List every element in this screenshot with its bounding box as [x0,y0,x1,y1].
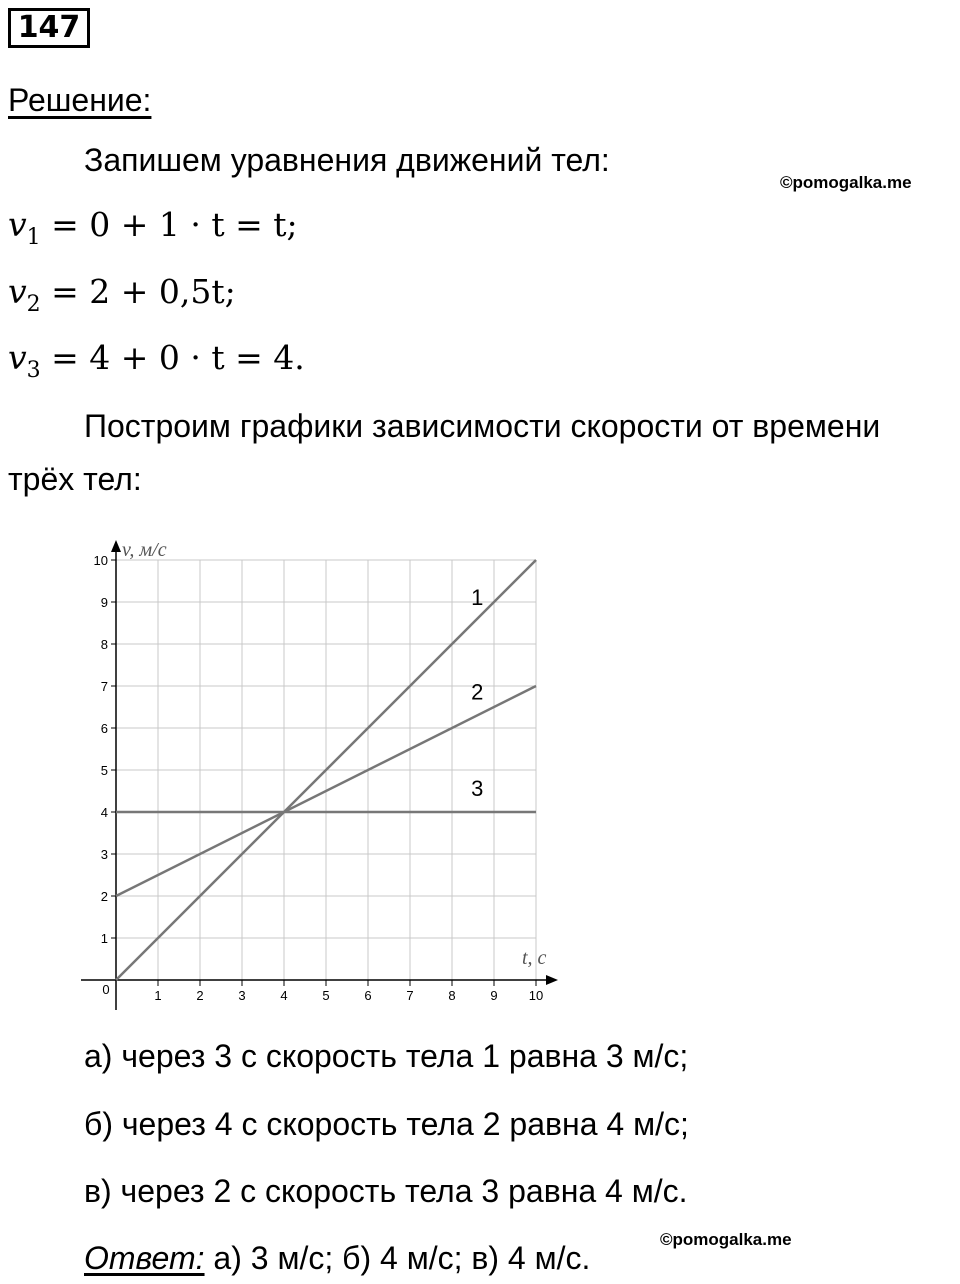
equation-1: $v_1 = 0 + 1 \cdot t = t$; [8,205,298,250]
answer-a: а) через 3 с скорость тела 1 равна 3 м/с; [84,1038,689,1074]
y-axis-arrow [111,540,121,552]
x-axis-arrow [546,975,558,985]
y-tick-label: 1 [100,931,108,946]
y-tick-label: 9 [100,595,108,610]
y-tick-label: 6 [100,721,108,736]
y-axis-label: v, м/с [122,539,167,561]
y-tick-label: 5 [100,763,108,778]
series-label-1: 1 [471,584,484,610]
final-answer-label: Ответ: [84,1240,205,1276]
x-tick-label: 1 [154,988,162,1003]
answer-b: б) через 4 с скорость тела 2 равна 4 м/с; [84,1106,689,1142]
graph-intro-line2: трёх тел: [8,461,142,497]
problem-number: 147 [8,8,90,48]
final-answer [84,1238,590,1278]
equation-3: $v_3 = 4 + 0 \cdot t = 4$. [8,338,305,383]
x-axis-label: t, с [522,947,547,969]
x-tick-label: 9 [490,988,498,1003]
x-tick-label: 0 [102,982,110,997]
equation-2: $v_2 = 2 + 0,5t$; [8,272,236,317]
y-tick-label: 3 [100,847,108,862]
y-tick-label: 7 [100,679,108,694]
x-tick-label: 6 [364,988,372,1003]
intro-text: Запишем уравнения движений тел: [84,142,610,178]
series-label-2: 2 [471,679,484,705]
x-tick-label: 7 [406,988,414,1003]
x-tick-label: 5 [322,988,330,1003]
x-tick-label: 4 [280,988,288,1003]
x-tick-label: 8 [448,988,456,1003]
watermark-top: ©pomogalka.me [780,173,912,192]
y-tick-label: 4 [100,805,108,820]
x-tick-label: 10 [528,988,544,1003]
final-answer-text: а) 3 м/с; б) 4 м/с; в) 4 м/с. [204,1240,591,1276]
y-tick-label: 2 [100,889,108,904]
y-tick-label: 8 [100,637,108,652]
answer-c: в) через 2 с скорость тела 3 равна 4 м/с. [84,1173,688,1209]
series-label-3: 3 [471,776,484,801]
solution-heading: Решение: [8,82,152,118]
y-tick-label: 10 [93,553,108,568]
graph-intro-line1: Построим графики зависимости скорости от времени [84,408,881,444]
x-tick-label: 2 [196,988,204,1003]
watermark-bottom: ©pomogalka.me [660,1230,792,1249]
velocity-time-chart [60,525,580,1015]
x-tick-label: 3 [238,988,246,1003]
